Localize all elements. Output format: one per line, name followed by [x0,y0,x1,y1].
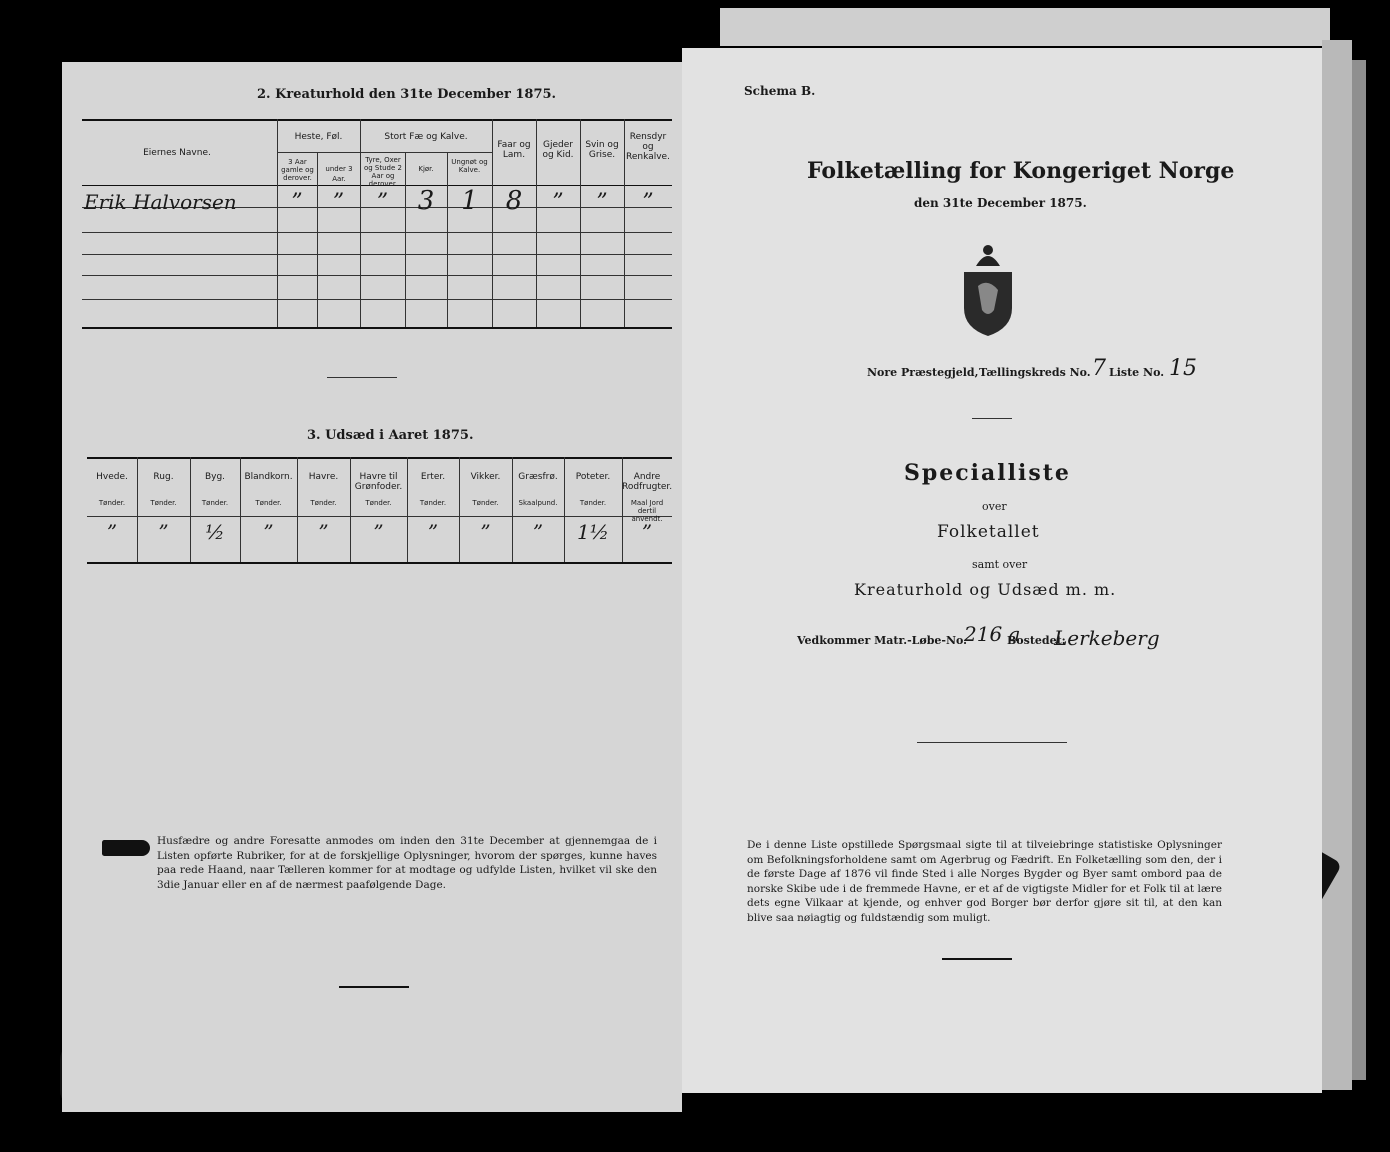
seed-unit: Tønder. [201,499,229,507]
seed-header: Erter. [420,472,446,482]
rensdyr-header: Rensdyr og Renkalve. [626,132,670,162]
seed-value: ” [532,520,544,544]
svin-header: Svin og Grise. [585,140,619,160]
kjor-header: Kjør. [418,165,434,173]
right-page [682,48,1322,1093]
notice-text: Husfædre og andre Foresatte anmodes om inden den 31te December at gjennemgaa de i Listen opførte Rubriker, for at de forskjellige Oplysninger, hvorom der spørges, kunne haves paa rede Haand, naar Tælleren kommer for at modtage og udfylde Listen, hvilket vil ske den 3die Januar eller en af de nærmest paafølgende Dage. [157,835,657,891]
background-page-edge [720,8,1330,46]
separator [327,377,397,378]
matr-value: 216 a [964,622,1021,646]
heste-young-value: ” [332,190,345,215]
seed-value: ” [427,520,439,544]
seed-header: Hvede. [96,472,128,482]
folketallet: Folketallet [937,522,1040,542]
bosted-label: Bostedet: [1007,634,1066,647]
seed-value: ½ [205,520,225,544]
seed-unit: Tønder. [472,499,499,507]
seed-unit: Tønder. [98,499,126,507]
separator [942,958,1012,960]
heste-young-header: under 3 Aar. [325,165,353,183]
seed-value: ” [318,520,329,544]
seed-unit: Tønder. [310,499,337,507]
seed-header: Havre til Grønfoder. [354,472,403,492]
seed-unit: Tønder. [579,499,607,507]
owner-header: Eiernes Navne. [143,148,211,158]
census-date: den 31te December 1875. [914,196,1087,210]
gjeder-header: Gjeder og Kid. [542,140,574,160]
tyre-header: Tyre, Oxer og Stude 2 Aar og derover. [363,156,402,188]
census-title: Folketælling for Kongeriget Norge [807,158,1235,184]
kreaturhold-line: Kreaturhold og Udsæd m. m. [854,580,1117,599]
liste-value: 15 [1169,356,1197,381]
faar-header: Faar og Lam. [497,140,531,160]
livestock-title: 2. Kreaturhold den 31te December 1875. [257,87,557,102]
tyre-value: ” [376,190,389,215]
ungnot-header: Ungnøt og Kalve. [451,158,488,174]
seed-header: Poteter. [575,472,611,482]
svin-value: ” [596,190,608,215]
seed-value: ” [263,520,274,544]
samt-over: samt over [972,558,1028,571]
special-title: Specialliste [904,460,1071,486]
separator [917,742,1067,743]
left-page [62,62,682,1112]
seed-header: Græsfrø. [518,472,558,482]
kjor-value: 3 [417,186,435,216]
seed-value: ” [373,520,384,544]
seed-unit: Tønder. [150,499,177,507]
seed-header: Andre Rodfrugter. [622,472,673,492]
seed-header: Blandkorn. [244,472,293,482]
seed-unit: Maal Jord dertil anvendt. [630,499,664,523]
separator [972,418,1012,419]
seed-unit: Tønder. [419,499,447,507]
rensdyr-value: ” [642,190,654,215]
seed-value: ” [158,520,169,544]
seed-header: Havre. [308,472,339,482]
ungnot-value: 1 [461,186,478,216]
coat-of-arms-icon [958,238,1018,338]
seed-title: 3. Udsæd i Aaret 1875. [307,428,474,443]
seed-header: Vikker. [470,472,501,482]
seed-header: Byg. [204,472,226,482]
background-page-edge [1352,60,1366,1080]
parish: Nore Præstegjeld, [867,366,979,379]
tkreds-label: Tællingskreds No. [979,366,1091,379]
background-page-edge [1322,40,1352,1090]
over-1: over [982,500,1007,513]
faar-value: 8 [505,186,523,216]
heste-old-header: 3 Aar gamle og derover. [281,158,314,182]
matr-label: Vedkommer Matr.-Løbe-No. [797,634,967,647]
seed-value: ” [106,520,118,544]
gjeder-value: ” [552,190,564,215]
liste-label: Liste No. [1109,366,1165,379]
bosted-value: Lerkeberg [1054,626,1160,650]
seed-unit: Tønder. [365,499,392,507]
seed-value: ” [641,520,653,544]
separator [339,986,409,988]
schema-label: Schema B. [744,84,816,98]
seed-header: Rug. [153,472,174,482]
owner-name: Erik Halvorsen [84,190,237,214]
pointing-hand-icon [102,840,150,856]
seed-unit: Tønder. [255,499,282,507]
tkreds-value: 7 [1092,356,1106,381]
intro-paragraph: De i denne Liste opstillede Spørgsmaal sigte til at tilveiebringe statistiske Oplysninger om Befolkningsforholdene samt om Agerbrug og Fædrift. En Folketælling som den, der i de første Dage af 1876 vil finde Sted i alle Norges Bygder og Byer samt ombord paa de norske Skibe ude i de fremmede Havne, er et af de vigtigste Midler for et Folk til at lære dets egne Vilkaar at kjende, og enhver god Borger bør derfor gjøre sit til, at den kan blive saa nøiagtig og fuldstændig som muligt. [747,839,1222,924]
stort-fae-header: Stort Fæ og Kalve. [384,132,468,142]
heste-header: Heste, Føl. [294,132,343,142]
seed-unit: Skaalpund. [518,499,558,507]
heste-old-value: ” [291,190,303,215]
seed-value: ” [480,520,491,544]
seed-value: 1½ [576,520,610,544]
